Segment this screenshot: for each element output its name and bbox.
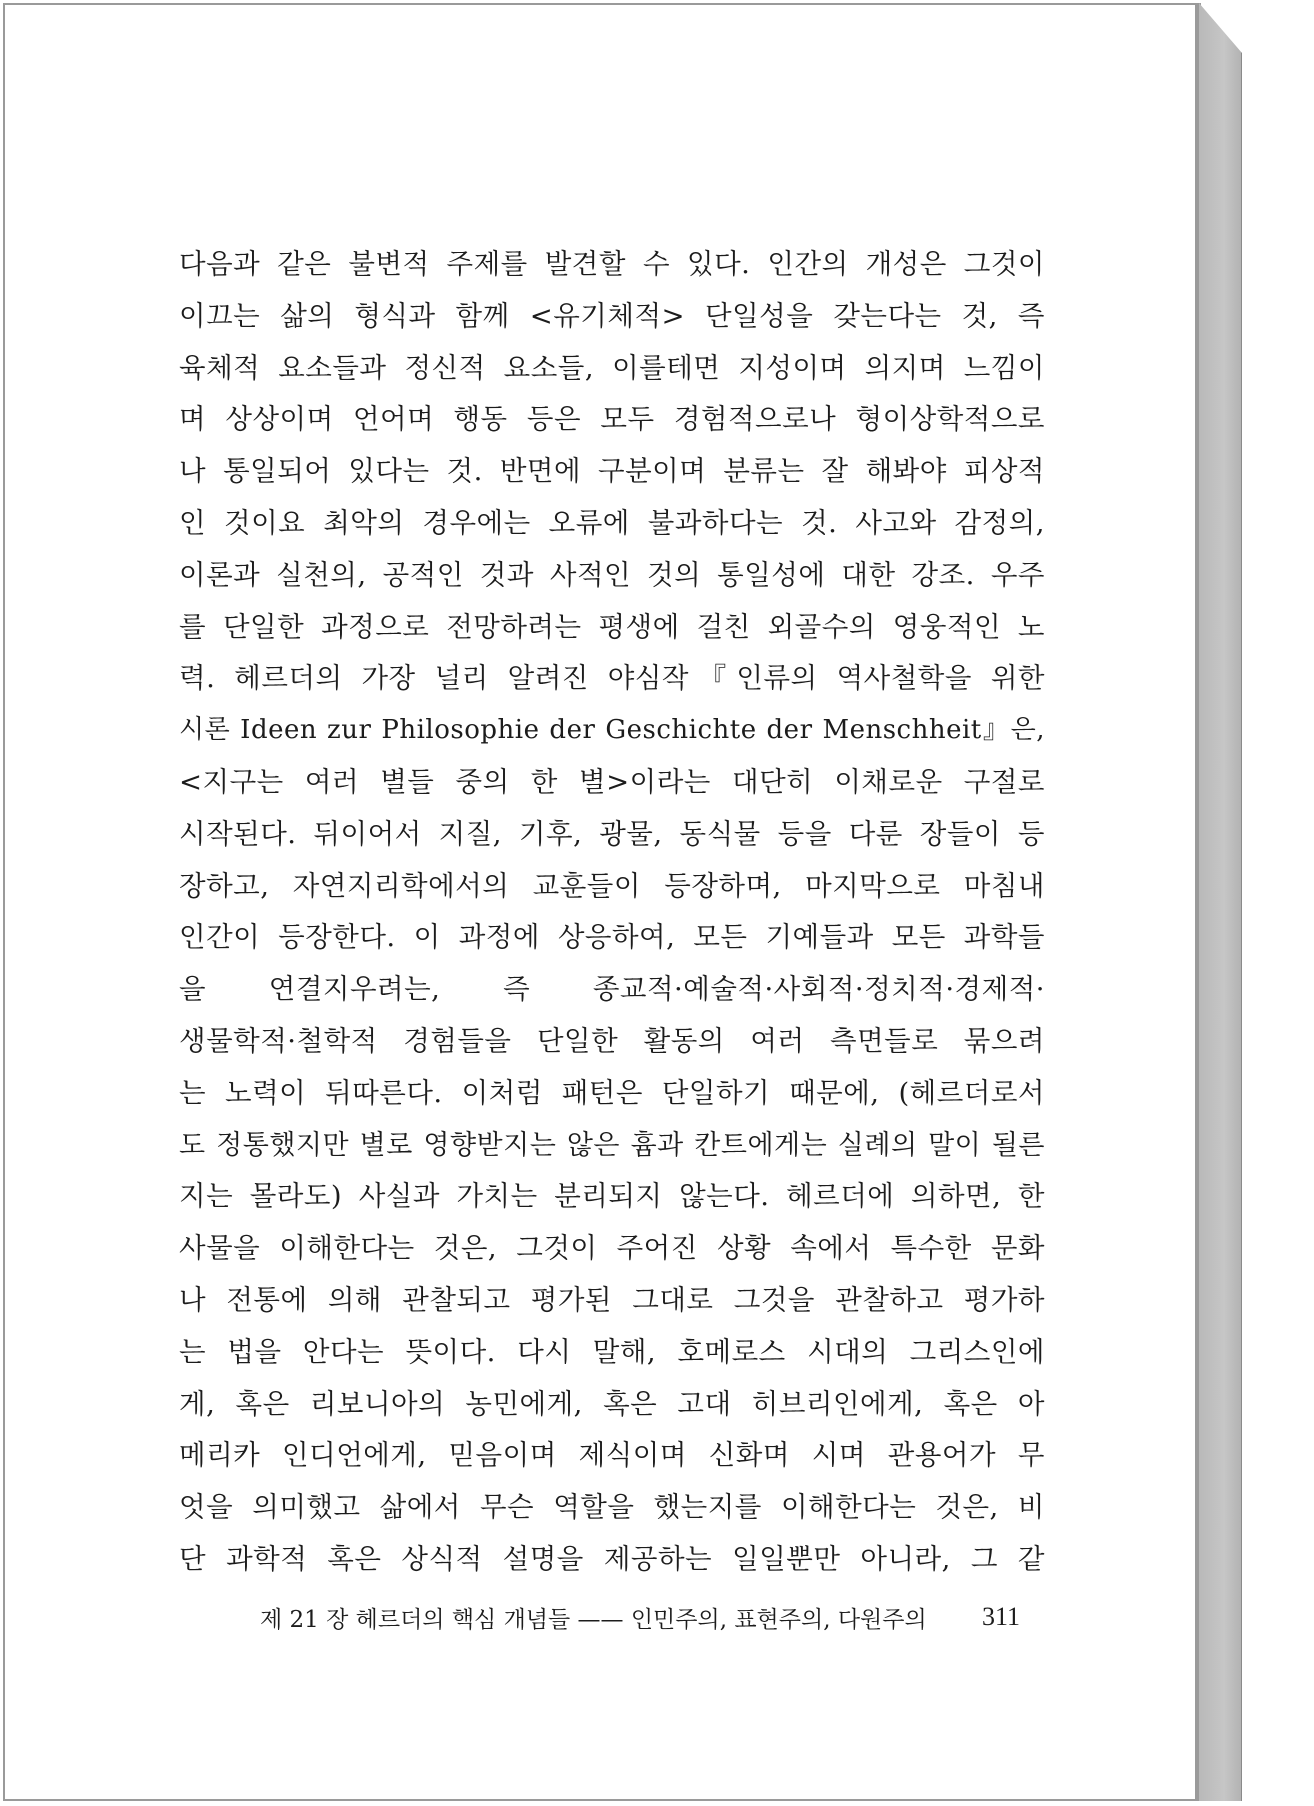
text-line: 사물을 이해한다는 것은, 그것이 주어진 상황 속에서 특수한 문화 xyxy=(179,1232,1045,1265)
text-line: 다음과 같은 불변적 주제를 발견할 수 있다. 인간의 개성은 그것이 xyxy=(179,248,1045,280)
text-line: 인간이 등장한다. 이 과정에 상응하여, 모든 기예들과 모든 과학들 xyxy=(179,921,1045,954)
text-line: 게, 혹은 리보니아의 농민에게, 혹은 고대 히브리인에게, 혹은 아 xyxy=(179,1387,1045,1420)
text-line: 인 것이요 최악의 경우에는 오류에 불과하다는 것. 사고와 감정의, xyxy=(179,506,1045,539)
text-line: 며 상상이며 언어며 행동 등은 모두 경험적으로나 형이상학적으로 xyxy=(179,403,1045,436)
text-line: 이론과 실천의, 공적인 것과 사적인 것의 통일성에 대한 강조. 우주 xyxy=(179,558,1045,591)
text-line: 도 정통했지만 별로 영향받지는 않은 흄과 칸트에게는 실례의 말이 될른 xyxy=(179,1129,1045,1161)
text-line: 메리카 인디언에게, 믿음이며 제식이며 신화며 시며 관용어가 무 xyxy=(179,1439,1045,1472)
text-line: 을 연결지우려는, 즉 종교적·예술적·사회적·정치적·경제적· xyxy=(179,973,1045,1006)
text-line: <지구는 여러 별들 중의 한 별>이라는 대단히 이채로운 구절로 xyxy=(179,765,1045,798)
text-line: 이끄는 삶의 형식과 함께 <유기체적> 단일성을 갖는다는 것, 즉 xyxy=(179,299,1045,332)
text-line: 시론 Ideen zur Philosophie der Geschichte der Menschheit』은, xyxy=(179,715,1045,746)
text-line: 시작된다. 뒤이어서 지질, 기후, 광물, 동식물 등을 다룬 장들이 등 xyxy=(179,817,1045,850)
text-line: 는 노력이 뒤따른다. 이처럼 패턴은 단일하기 때문에, (헤르더로서 xyxy=(179,1076,1045,1109)
text-line: 나 통일되어 있다는 것. 반면에 구분이며 분류는 잘 해봐야 피상적 xyxy=(179,455,1045,488)
text-line: 나 전통에 의해 관찰되고 평가된 그대로 그것을 관찰하고 평가하 xyxy=(179,1283,1045,1316)
text-line: 력. 헤르더의 가장 널리 알려진 야심작『인류의 역사철학을 위한 xyxy=(179,662,1045,695)
text-line: 는 법을 안다는 뜻이다. 다시 말해, 호메로스 시대의 그리스인에 xyxy=(179,1335,1045,1368)
text-line: 엇을 의미했고 삶에서 무슨 역할을 했는지를 이해한다는 것은, 비 xyxy=(179,1491,1045,1524)
text-line: 장하고, 자연지리학에서의 교훈들이 등장하며, 마지막으로 마침내 xyxy=(179,869,1045,902)
text-line: 생물학적·철학적 경험들을 단일한 활동의 여러 측면들로 묶으려 xyxy=(179,1024,1045,1057)
text-line: 지는 몰라도) 사실과 가치는 분리되지 않는다. 헤르더에 의하면, 한 xyxy=(179,1180,1045,1213)
page-footer xyxy=(260,1597,1020,1637)
body-text xyxy=(179,239,1045,1586)
book-page xyxy=(3,3,1199,1801)
text-line: 를 단일한 과정으로 전망하려는 평생에 걸친 외골수의 영웅적인 노 xyxy=(179,610,1045,643)
page-number: 311 xyxy=(981,1602,1020,1631)
page-edge xyxy=(1199,3,1242,1801)
running-head: 제 21 장 헤르더의 핵심 개념들 —— 인민주의, 표현주의, 다원주의 xyxy=(260,1606,927,1633)
text-line: 육체적 요소들과 정신적 요소들, 이를테면 지성이며 의지며 느낌이 xyxy=(179,351,1045,384)
text-line: 단 과학적 혹은 상식적 설명을 제공하는 일일뿐만 아니라, 그 같 xyxy=(179,1542,1045,1575)
